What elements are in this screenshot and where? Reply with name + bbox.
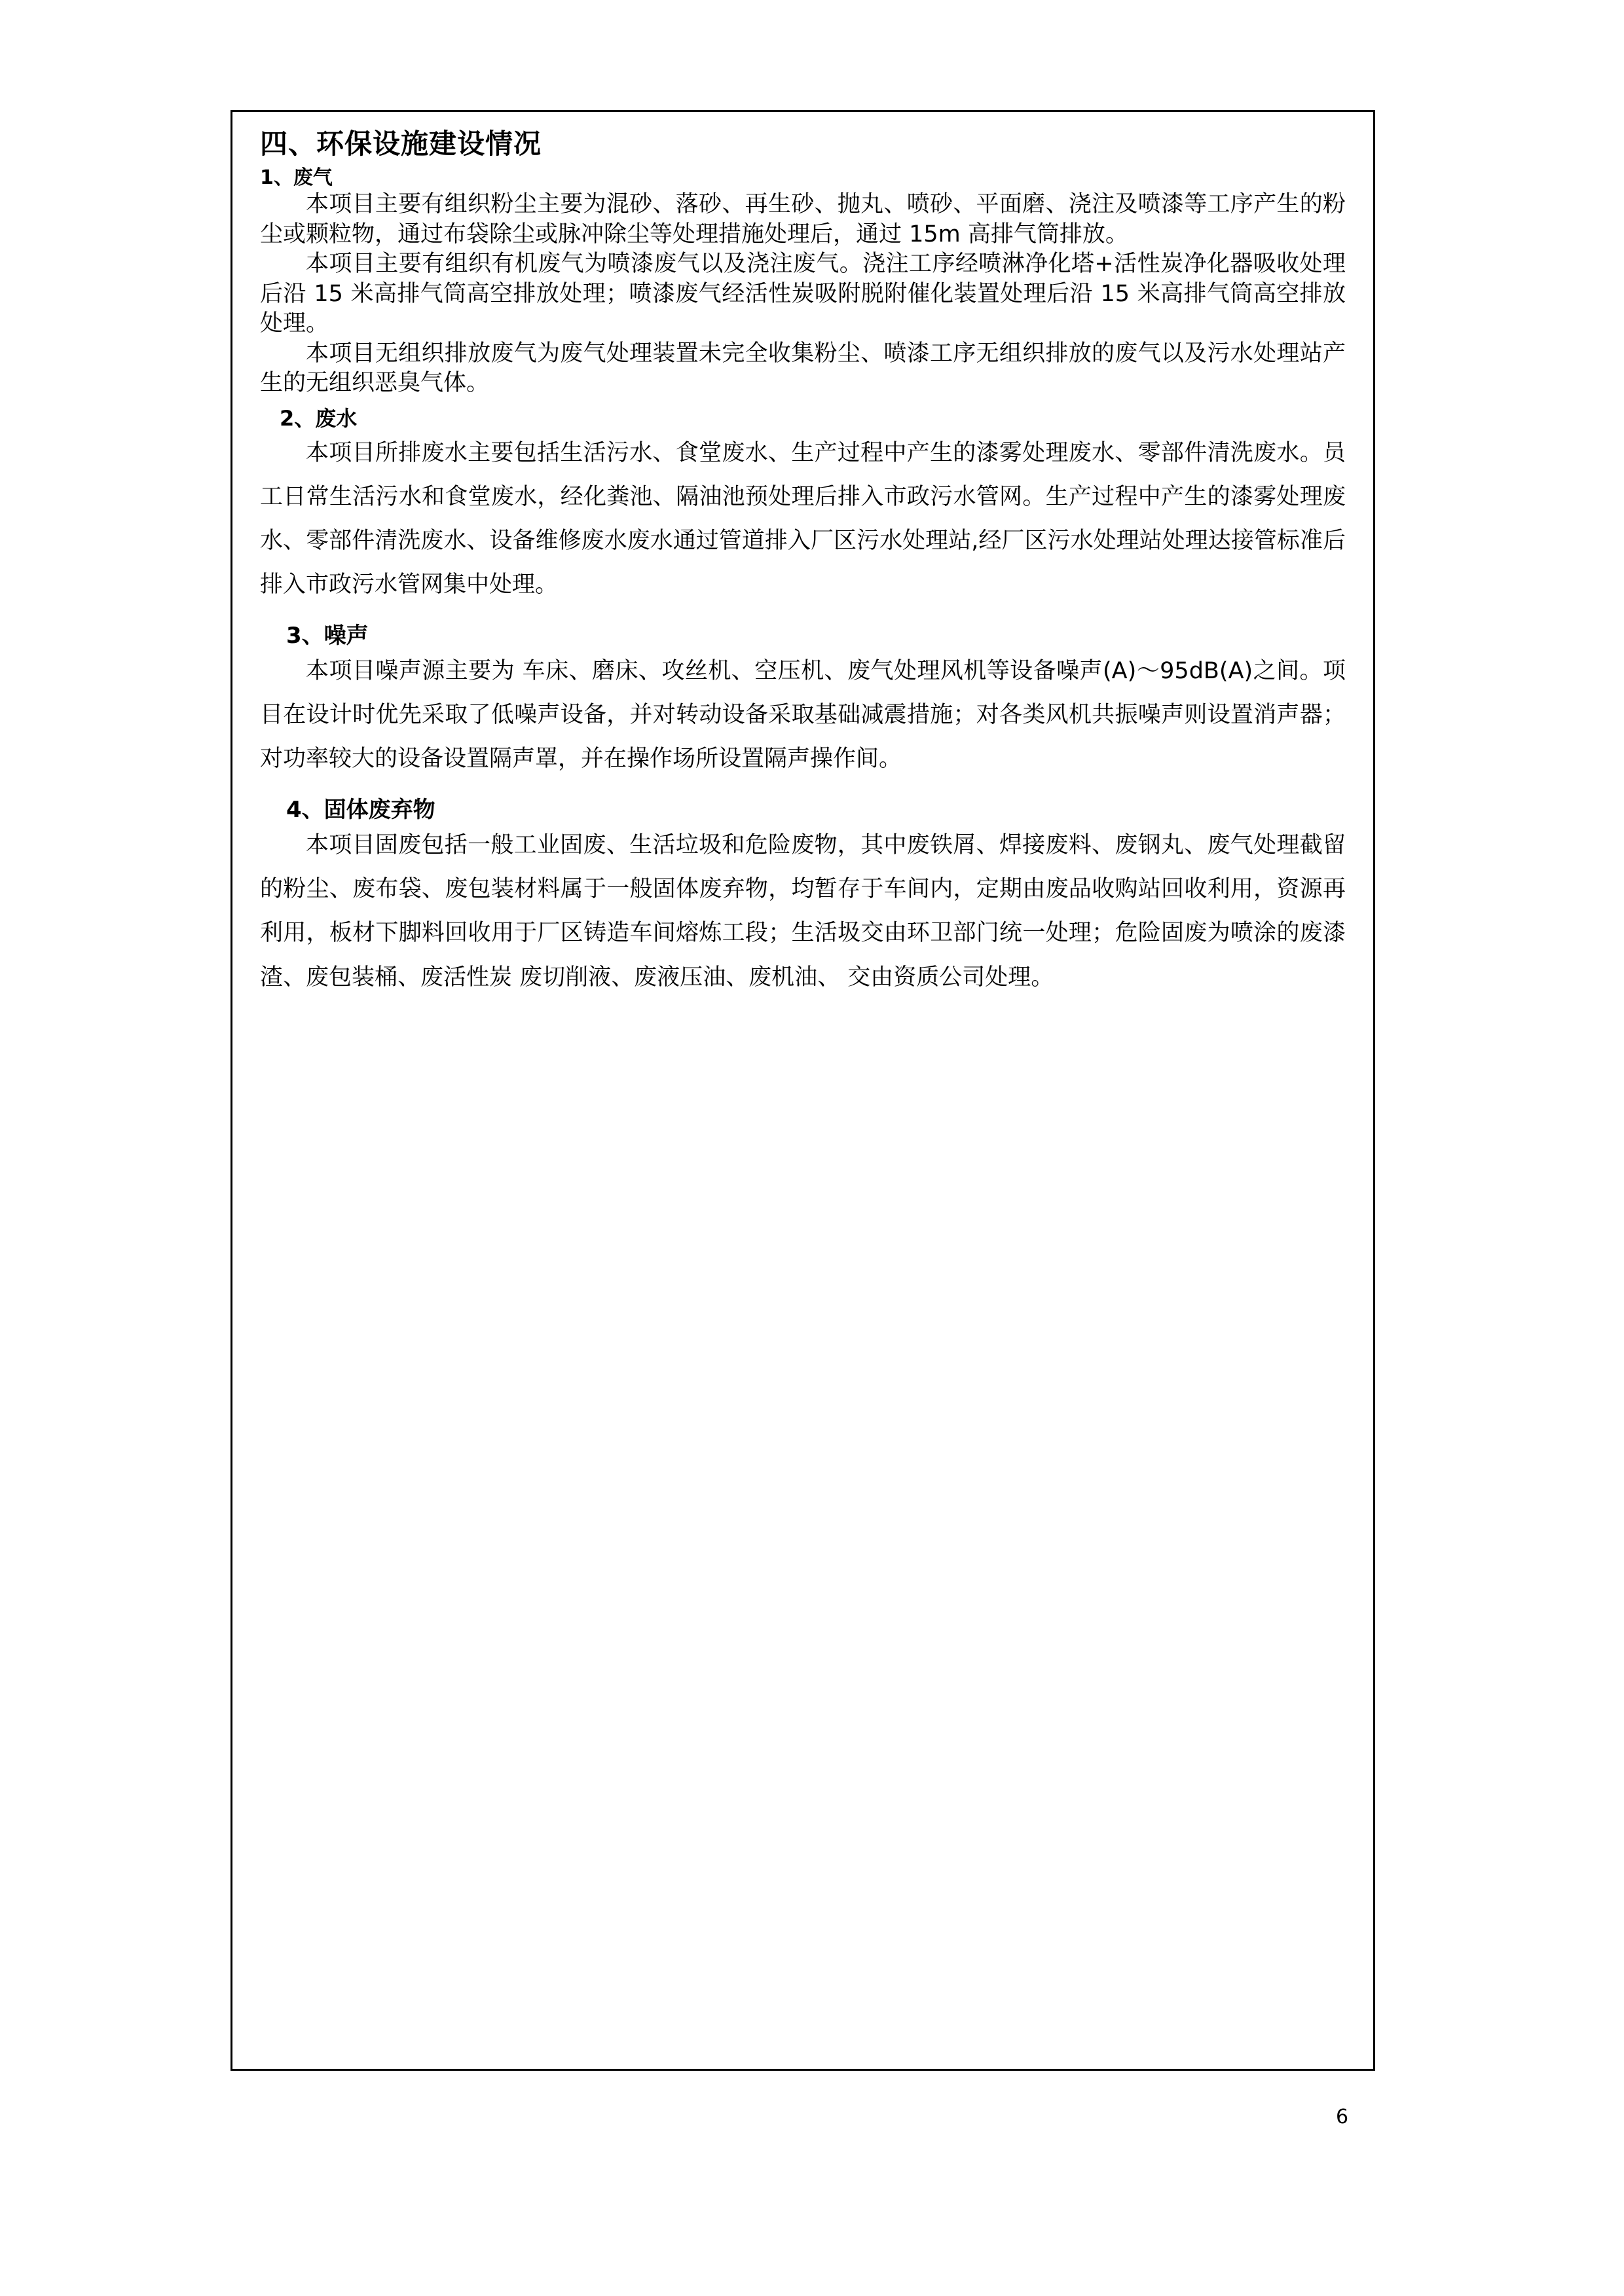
paragraph-waste-water-1: 本项目所排废水主要包括生活污水、食堂废水、生产过程中产生的漆雾处理废水、零部件清洗废水。员工日常生活污水和食堂废水，经化粪池、隔油池预处理后排入市政污水管网。生产过程中产生的漆雾处理废水、零部件清洗废水、设备维修废水废水通过管道排入厂区污水处理站,经厂区污水处理站处理达接管标准后排入市政污水管网集中处理。 [260,439,1346,598]
paragraph-solid-waste-1: 本项目固废包括一般工业固废、生活垃圾和危险废物，其中废铁屑、焊接废料、废钢丸、废气处理截留的粉尘、废布袋、废包装材料属于一般固体废弃物，均暂存于车间内，定期由废品收购站回收利用，资源再利用，板材下脚料回收用于厂区铸造车间熔炼工段；生活圾交由环卫部门统一处理；危险固废为喷涂的废漆渣、废包装桶、废活性炭 废切削液、废液压油、废机油、 交由资质公司处理。 [260,832,1346,991]
paragraph-waste-gas-3: 本项目无组织排放废气为废气处理装置未完全收集粉尘、喷漆工序无组织排放的废气以及污水处理站产生的无组织恶臭气体。 [260,340,1346,397]
paragraph-waste-gas-2: 本项目主要有组织有机废气为喷漆废气以及浇注废气。浇注工序经喷淋净化塔+活性炭净化器吸收处理后沿 15 米高排气筒高空排放处理；喷漆废气经活性炭吸附脱附催化装置处理后沿 15 米高排气筒高空排放处理。 [260,251,1346,337]
section-title: 四、环保设施建设情况 [260,128,542,160]
subsection-heading-waste-water: 2、废水 [280,405,358,431]
subsection-heading-waste-gas: 1、废气 [260,166,333,189]
subsection-heading-solid-waste: 4、固体废弃物 [286,796,435,823]
content-inner [232,112,1373,1000]
content-box [231,110,1375,2071]
page-number: 6 [1336,2105,1349,2128]
paragraph-waste-gas-1: 本项目主要有组织粉尘主要为混砂、落砂、再生砂、抛丸、喷砂、平面磨、浇注及喷漆等工序产生的粉尘或颗粒物，通过布袋除尘或脉冲除尘等处理措施处理后，通过 15m 高排气筒排放。 [260,191,1346,247]
subsection-heading-noise: 3、噪声 [286,622,369,649]
paragraph-noise-1: 本项目噪声源主要为 车床、磨床、攻丝机、空压机、废气处理风机等设备噪声(A)～95dB(A)之间。项目在设计时优先采取了低噪声设备，并对转动设备采取基础减震措施；对各类风机共振噪声则设置消声器；对功率较大的设备设置隔声罩，并在操作场所设置隔声操作间。 [260,658,1346,773]
